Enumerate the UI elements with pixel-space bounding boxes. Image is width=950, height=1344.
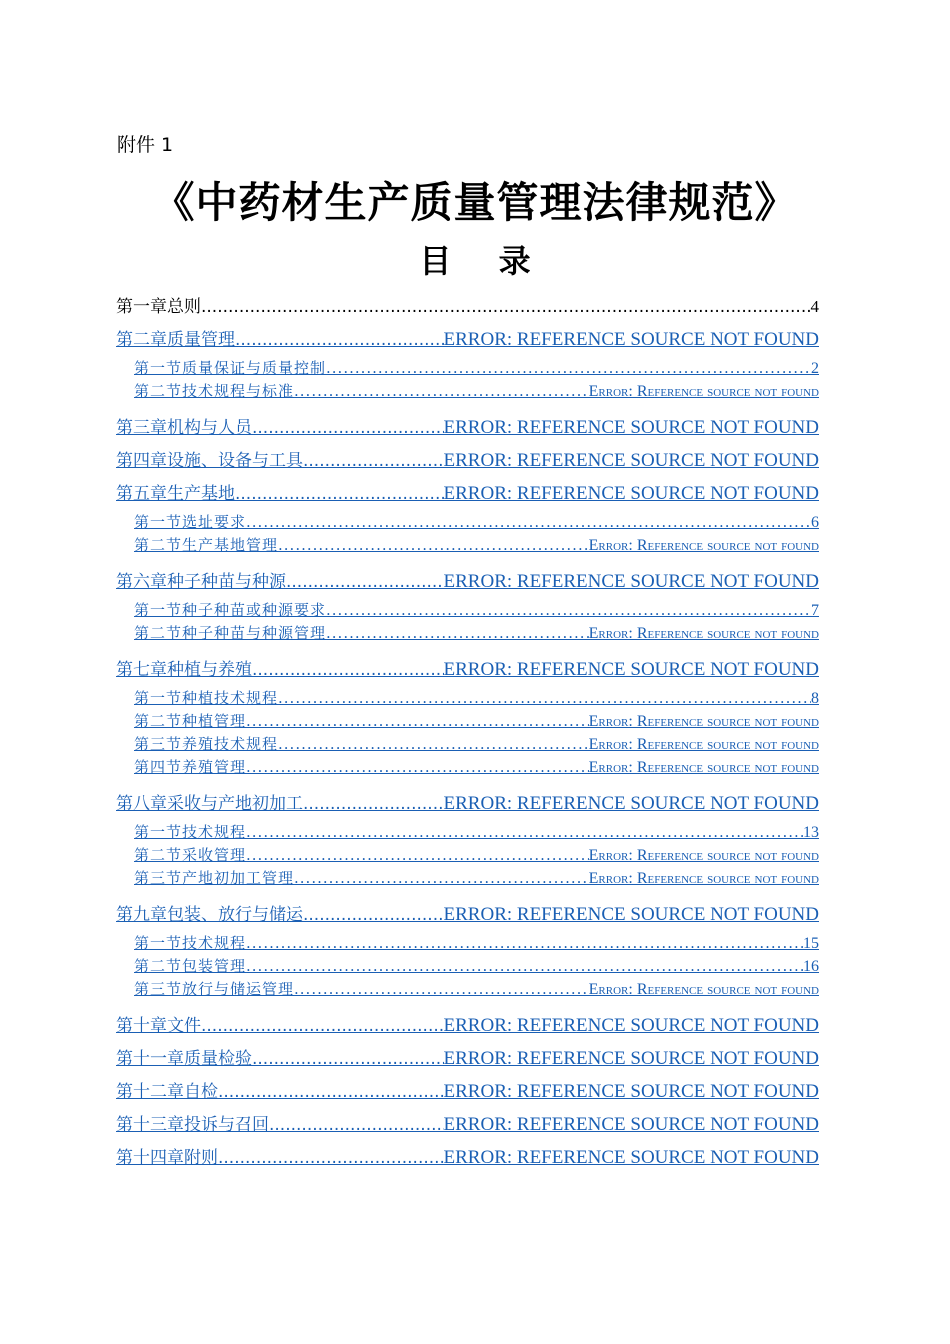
toc-entry-page: 8: [811, 690, 819, 707]
toc-entry-page: 7: [811, 602, 819, 619]
toc-leader-dots: [246, 513, 811, 531]
toc-leader-dots: [286, 572, 444, 592]
toc-entry-label: 第二节包装管理: [134, 957, 247, 975]
toc-section-entry[interactable]: [134, 733, 819, 754]
toc-entry-page: ERROR: REFERENCE SOURCE NOT FOUND: [443, 659, 819, 680]
toc-entry-label: 第五章生产基地: [116, 484, 235, 504]
toc-section-entry[interactable]: [134, 622, 819, 643]
toc-entry-label: 第二节种子种苗与种源管理: [134, 624, 327, 642]
toc-leader-dots: [201, 1016, 444, 1036]
toc-entry-label: 第一节质量保证与质量控制: [134, 359, 327, 377]
toc-entry-label: 第一节选址要求: [134, 513, 247, 531]
toc-entry-label: 第一节技术规程: [134, 934, 247, 952]
toc-entry-label: 第三节放行与储运管理: [134, 980, 295, 998]
toc-entry-label: 第二章质量管理: [116, 330, 235, 350]
toc-leader-dots: [252, 660, 444, 680]
toc-entry-label: 第四章设施、设备与工具: [116, 451, 303, 471]
toc-entry-label: 第一节种植技术规程: [134, 689, 279, 707]
toc-leader-dots: [246, 758, 589, 776]
toc-entry-label: 第一章总则: [116, 297, 201, 317]
toc-chapter-entry[interactable]: [116, 1077, 819, 1103]
toc-entry-label: 第十四章附则: [116, 1148, 218, 1168]
toc-entry-label: 第二节采收管理: [134, 846, 247, 864]
toc-entry-page: Error: Reference source not found: [588, 537, 819, 554]
toc-entry-label: 第一节种子种苗或种源要求: [134, 601, 327, 619]
toc-entry-page: ERROR: REFERENCE SOURCE NOT FOUND: [443, 329, 819, 350]
toc-entry-page: Error: Reference source not found: [588, 870, 819, 887]
toc-leader-dots: [278, 536, 589, 554]
toc-leader-dots: [303, 451, 444, 471]
toc-section-entry[interactable]: [134, 821, 819, 842]
toc-entry-label: 第二节种植管理: [134, 712, 247, 730]
toc-chapter-entry[interactable]: [116, 655, 819, 681]
toc-entry-page: 16: [803, 958, 819, 975]
toc-leader-dots: [303, 794, 444, 814]
toc-entry-page: ERROR: REFERENCE SOURCE NOT FOUND: [443, 417, 819, 438]
toc-entry-page: ERROR: REFERENCE SOURCE NOT FOUND: [443, 793, 819, 814]
toc-entry-page: ERROR: REFERENCE SOURCE NOT FOUND: [443, 904, 819, 925]
toc-leader-dots: [252, 1049, 444, 1069]
toc-leader-dots: [235, 484, 444, 504]
toc-leader-dots: [218, 1148, 444, 1168]
toc-entry-page: 2: [811, 360, 819, 377]
toc-entry-page: Error: Reference source not found: [588, 383, 819, 400]
toc-entry-label: 第三节养殖技术规程: [134, 735, 279, 753]
toc-entry-page: Error: Reference source not found: [588, 981, 819, 998]
toc-leader-dots: [246, 712, 589, 730]
toc-entry-label: 第十一章质量检验: [116, 1049, 252, 1069]
toc-entry-page: Error: Reference source not found: [588, 759, 819, 776]
toc-leader-dots: [269, 1115, 444, 1135]
toc-leader-dots: [303, 905, 444, 925]
toc-entry-label: 第十二章自检: [116, 1082, 218, 1102]
toc-leader-dots: [218, 1082, 444, 1102]
toc-chapter-entry[interactable]: [116, 1110, 819, 1136]
toc-entry-label: 第十三章投诉与召回: [116, 1115, 269, 1135]
toc-entry-page: ERROR: REFERENCE SOURCE NOT FOUND: [443, 571, 819, 592]
toc-entry-label: 第八章采收与产地初加工: [116, 794, 303, 814]
toc-heading: 目 录: [419, 242, 549, 280]
toc-section-entry[interactable]: [134, 867, 819, 888]
toc-leader-dots: [294, 869, 589, 887]
attachment-label: 附件 1: [117, 134, 174, 156]
toc-chapter-entry[interactable]: [116, 446, 819, 472]
toc-entry-label: 第三节产地初加工管理: [134, 869, 295, 887]
toc-leader-dots: [278, 735, 589, 753]
toc-leader-dots: [252, 418, 444, 438]
toc-chapter-entry[interactable]: [116, 413, 819, 439]
toc-chapter-entry[interactable]: [116, 1011, 819, 1037]
toc-entry-page: Error: Reference source not found: [588, 713, 819, 730]
toc-entry-page: 15: [803, 935, 819, 952]
toc-leader-dots: [246, 957, 803, 975]
toc-leader-dots: [246, 934, 803, 952]
toc-entry-label: 第一节技术规程: [134, 823, 247, 841]
toc-section-entry[interactable]: [134, 710, 819, 731]
toc-entry-label: 第六章种子种苗与种源: [116, 572, 286, 592]
toc-entry-page: Error: Reference source not found: [588, 736, 819, 753]
toc-entry-page: 6: [811, 514, 819, 531]
toc-entry-page: ERROR: REFERENCE SOURCE NOT FOUND: [443, 1081, 819, 1102]
toc-entry-label: 第二节生产基地管理: [134, 536, 279, 554]
toc-section-entry[interactable]: [134, 534, 819, 555]
toc-chapter-entry[interactable]: [116, 567, 819, 593]
toc-leader-dots: [294, 980, 589, 998]
toc-chapter-entry[interactable]: [116, 900, 819, 926]
toc-entry-page: Error: Reference source not found: [588, 847, 819, 864]
toc-entry-label: 第七章种植与养殖: [116, 660, 252, 680]
toc-section-entry[interactable]: [134, 844, 819, 865]
toc-leader-dots: [326, 601, 811, 619]
document-title: 《中药材生产质量管理法律规范》: [152, 178, 798, 227]
toc-chapter-entry[interactable]: [116, 789, 819, 815]
toc-section-entry[interactable]: [134, 756, 819, 777]
toc-entry-page: ERROR: REFERENCE SOURCE NOT FOUND: [443, 483, 819, 504]
toc-section-entry[interactable]: [134, 380, 819, 401]
toc-section-entry[interactable]: [134, 599, 819, 620]
toc-chapter-entry[interactable]: [116, 1143, 819, 1169]
toc-entry-label: 第九章包装、放行与储运: [116, 905, 303, 925]
toc-chapter-entry[interactable]: [116, 479, 819, 505]
toc-entry-page: ERROR: REFERENCE SOURCE NOT FOUND: [443, 1015, 819, 1036]
toc-leader-dots: [235, 330, 444, 350]
toc-chapter-entry[interactable]: [116, 1044, 819, 1070]
toc-entry-page: ERROR: REFERENCE SOURCE NOT FOUND: [443, 1114, 819, 1135]
toc-leader-dots: [246, 823, 803, 841]
toc-entry-page: Error: Reference source not found: [588, 625, 819, 642]
toc-entry-label: 第十章文件: [116, 1016, 201, 1036]
toc-entry-page: ERROR: REFERENCE SOURCE NOT FOUND: [443, 1048, 819, 1069]
toc-leader-dots: [326, 359, 811, 377]
toc-section-entry[interactable]: [134, 357, 819, 378]
toc-section-entry[interactable]: [134, 932, 819, 953]
toc-entry-page: 4: [810, 297, 819, 316]
toc-chapter-entry[interactable]: [116, 325, 819, 351]
toc-section-entry[interactable]: [134, 511, 819, 532]
toc-leader-dots: [326, 624, 589, 642]
toc-leader-dots: [201, 297, 811, 317]
toc-entry-page: ERROR: REFERENCE SOURCE NOT FOUND: [443, 1147, 819, 1168]
toc-chapter-entry: [116, 292, 819, 317]
toc-section-entry[interactable]: [134, 978, 819, 999]
toc-entry-page: ERROR: REFERENCE SOURCE NOT FOUND: [443, 450, 819, 471]
toc-entry-label: 第四节养殖管理: [134, 758, 247, 776]
toc-section-entry[interactable]: [134, 955, 819, 976]
toc-entry-page: 13: [803, 824, 819, 841]
toc-leader-dots: [278, 689, 811, 707]
toc-entry-label: 第三章机构与人员: [116, 418, 252, 438]
toc-leader-dots: [246, 846, 589, 864]
toc-section-entry[interactable]: [134, 687, 819, 708]
toc-entry-label: 第二节技术规程与标准: [134, 382, 295, 400]
toc-leader-dots: [294, 382, 589, 400]
